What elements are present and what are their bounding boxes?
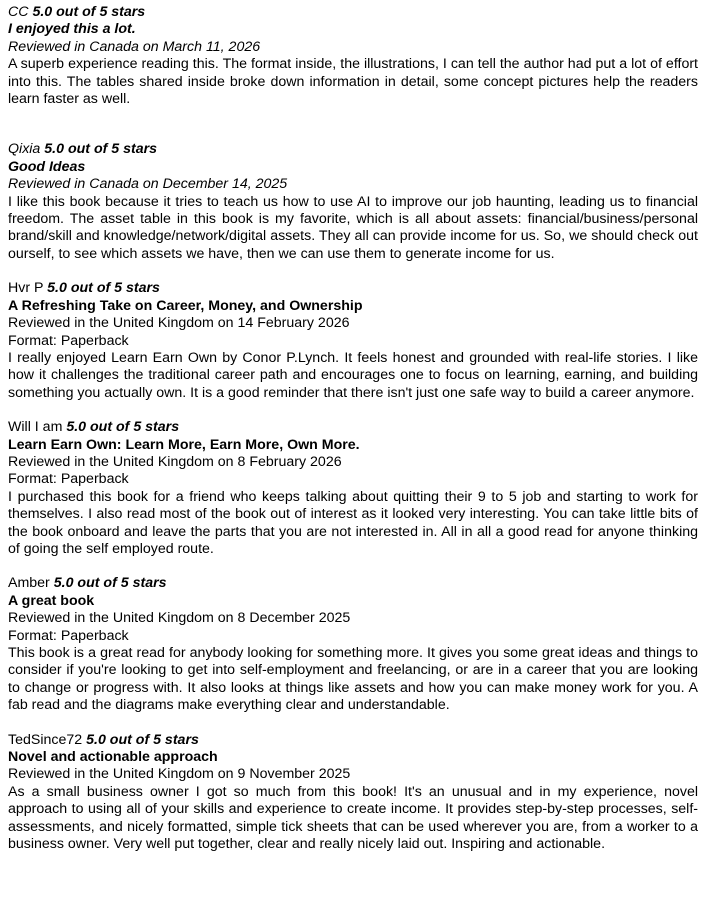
review-body: I really enjoyed Learn Earn Own by Conor P.Lynch. It feels honest and grounded with real-life stories. I like how it challenges the traditional career path and encourages one to focus on learning, earning, and building something you actually own. It is a good reminder that there isn't just one safe way to build a career anymore. xyxy=(8,349,698,401)
review-item xyxy=(8,141,698,263)
review-title: Good Ideas xyxy=(8,158,86,175)
review-title: A great book xyxy=(8,592,95,609)
review-author: Amber xyxy=(8,575,50,592)
review-body: I like this book because it tries to teach us how to use AI to improve our job haunting, leading us to financial freedom. The asset table in this book is my favorite, which is all about assets: financial/business/personal brand/skill and knowledge/network/digital assets. They all can provide income for us. So, we should check out ourself, to see which assets we have, then we can use them to generate income for us. xyxy=(8,193,698,262)
review-meta: Reviewed in the United Kingdom on 14 February 2026 xyxy=(8,315,350,332)
review-author: Will I am xyxy=(8,419,63,436)
review-rating: 5.0 out of 5 stars xyxy=(32,4,146,20)
review-header xyxy=(8,732,698,749)
review-rating: 5.0 out of 5 stars xyxy=(66,419,180,436)
review-header xyxy=(8,419,698,436)
review-item xyxy=(8,419,698,558)
review-author: Hvr P xyxy=(8,280,44,297)
review-item xyxy=(8,732,698,854)
review-title: I enjoyed this a lot. xyxy=(8,21,136,38)
review-header xyxy=(8,4,698,21)
review-body: This book is a great read for anybody looking for something more. It gives you some great ideas and things to consider if you're looking to get into self-employment and freelancing, or are in a career that you are looking to change or progress with. It also looks at things like assets and how you can make money work for you. A fab read and the diagrams make everything clear and understandable. xyxy=(8,645,698,714)
review-header xyxy=(8,141,698,158)
review-item xyxy=(8,4,698,108)
review-meta: Reviewed in the United Kingdom on 9 November 2025 xyxy=(8,766,351,783)
review-author: CC xyxy=(8,4,29,20)
review-rating: 5.0 out of 5 stars xyxy=(86,731,199,748)
review-rating: 5.0 out of 5 stars xyxy=(44,141,158,158)
review-body: A superb experience reading this. The format inside, the illustrations, I can tell the author had put a lot of effort into this. The tables shared inside broke down information in detail, some concept pictures help the readers learn faster as well. xyxy=(8,56,698,108)
review-format: Format: Paperback xyxy=(8,332,129,349)
review-format: Format: Paperback xyxy=(8,471,129,488)
review-title: A Refreshing Take on Career, Money, and Ownership xyxy=(8,297,363,314)
review-title: Learn Earn Own: Learn More, Earn More, Own More. xyxy=(8,436,360,453)
review-author: Qixia xyxy=(8,141,41,158)
review-meta: Reviewed in the United Kingdom on 8 December 2025 xyxy=(8,610,351,627)
review-header xyxy=(8,280,698,297)
review-rating: 5.0 out of 5 stars xyxy=(53,575,167,592)
review-item xyxy=(8,575,698,714)
review-header xyxy=(8,575,698,592)
review-author: TedSince72 xyxy=(8,731,83,748)
review-format: Format: Paperback xyxy=(8,627,129,644)
review-meta: Reviewed in the United Kingdom on 8 February 2026 xyxy=(8,453,342,470)
review-meta: Reviewed in Canada on December 14, 2025 xyxy=(8,176,288,193)
review-item xyxy=(8,280,698,402)
review-meta: Reviewed in Canada on March 11, 2026 xyxy=(8,38,261,55)
review-title: Novel and actionable approach xyxy=(8,749,218,766)
review-rating: 5.0 out of 5 stars xyxy=(47,280,160,297)
review-body: As a small business owner I got so much from this book! It's an unusual and in my experience, novel approach to using all of your skills and experience to create income. It provides step-by-step processes, self-assessments, and nicely formatted, simple tick sheets that can be used wherever you are, from a worker to a business owner. Very well put together, clear and really nicely laid out. Inspiring and actionable. xyxy=(8,783,698,853)
review-body: I purchased this book for a friend who keeps talking about quitting their 9 to 5 job and starting to work for themselves. I also read most of the book out of interest as it looked very interesting. You can take little bits of the book onboard and leave the parts that you are not interested in. All in all a good read for anyone thinking of going the self employed route. xyxy=(8,488,698,557)
